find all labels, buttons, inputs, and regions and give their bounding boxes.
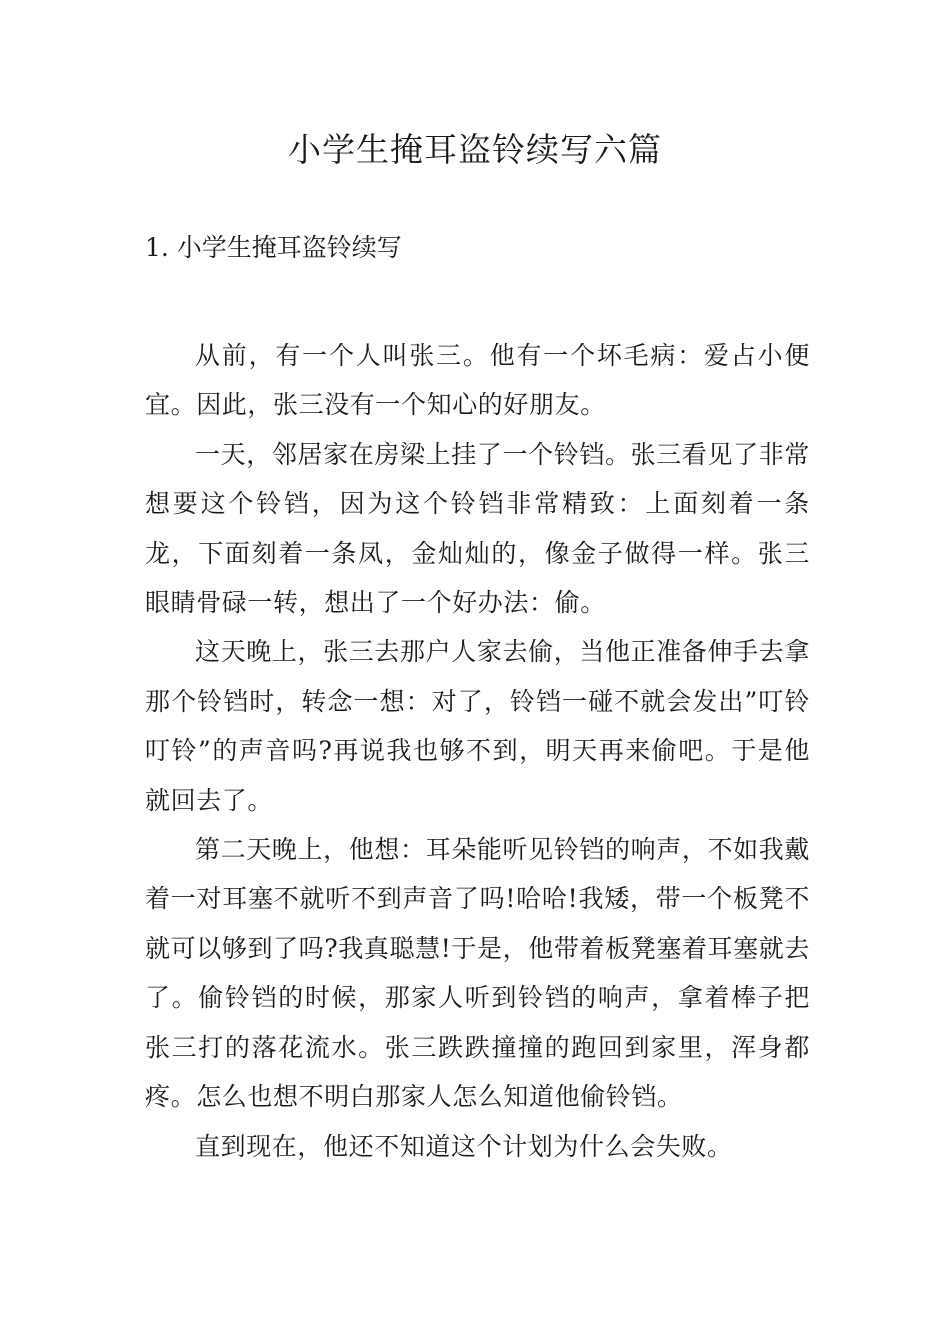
section-heading: 1. 小学生掩耳盗铃续写 xyxy=(145,233,402,262)
paragraph: 这天晚上，张三去那户人家去偷，当他正准备伸手去拿那个铃铛时，转念一想：对了，铃铛一碰不就会发出”叮铃叮铃”的声音吗?再说我也够不到，明天再来偷吧。于是他就回去了。 xyxy=(145,637,810,815)
paragraph: 一天，邻居家在房梁上挂了一个铃铛。张三看见了非常想要这个铃铛，因为这个铃铛非常精致：上面刻着一条龙，下面刻着一条凤，金灿灿的，像金子做得一样。张三眼睛骨碌一转，想出了一个好办法：偷。 xyxy=(145,439,810,618)
paragraph: 从前，有一个人叫张三。他有一个坏毛病：爱占小便宜。因此，张三没有一个知心的好朋友。 xyxy=(145,341,810,420)
paragraph: 第二天晚上，他想：耳朵能听见铃铛的响声，不如我戴着一对耳塞不就听不到声音了吗!哈哈!我矮，带一个板凳不就可以够到了吗?我真聪慧!于是，他带着板凳塞着耳塞就去了。偷铃铛的时候，那家人听到铃铛的响声，拿着棒子把张三打的落花流水。张三跌跌撞撞的跑回到家里，浑身都疼。怎么也想不明白那家人怎么知道他偷铃铛。 xyxy=(145,835,810,1112)
document-title: 小学生掩耳盗铃续写六篇 xyxy=(288,130,662,169)
paragraph: 直到现在，他还不知道这个计划为什么会失败。 xyxy=(195,1131,733,1161)
story-body xyxy=(145,331,810,1171)
